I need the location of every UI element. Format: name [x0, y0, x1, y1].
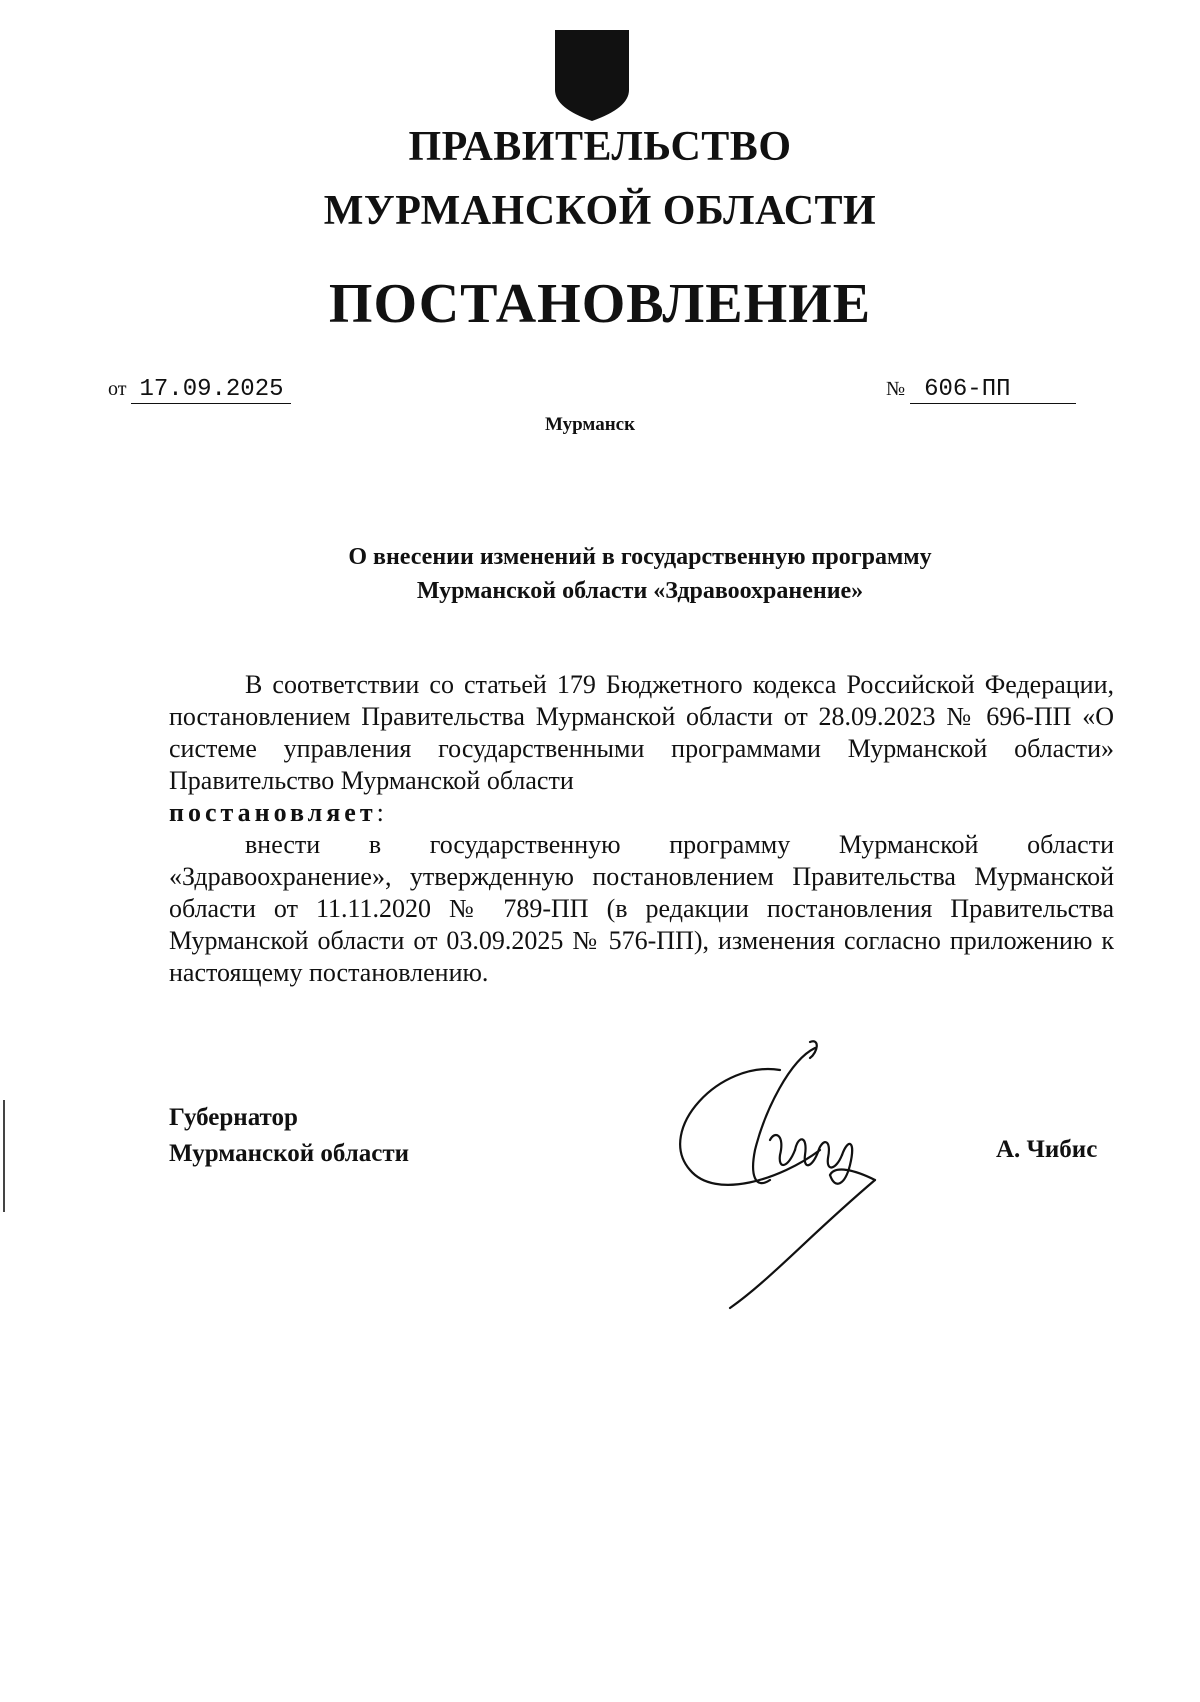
- signatory-position: [169, 1100, 409, 1172]
- organization-name-line-2: МУРМАНСКОЙ ОБЛАСТИ: [323, 188, 877, 234]
- coat-of-arms-icon: [553, 28, 631, 123]
- signatory-position-line-2: Мурманской области: [169, 1140, 410, 1167]
- signatory-position-line-1: Губернатор: [169, 1104, 298, 1131]
- date-field: [108, 376, 291, 404]
- date-prefix: от: [108, 378, 127, 400]
- decision-paragraph: внести в государственную программу Мурманской области «Здравоохранение», утвержденную постановлением Правительства Мурманской области от 11.11.2020 № 789-ПП (в редакции постановления Правительства Мурманской области от 03.09.2025 № 576-ПП), изменения согласно приложению к настоящему постановлению.: [169, 830, 1114, 987]
- number-prefix: №: [886, 378, 906, 400]
- document-body: [169, 669, 1114, 989]
- city: Мурманск: [544, 414, 636, 435]
- document-title: [0, 540, 1200, 608]
- decision-word: постановляет: [169, 798, 377, 827]
- organization-name-line-1: ПРАВИТЕЛЬСТВО: [408, 124, 792, 170]
- number-value: 606-ПП: [910, 376, 1076, 404]
- document-type: ПОСТАНОВЛЕНИЕ: [328, 273, 872, 335]
- date-value: 17.09.2025: [131, 376, 291, 404]
- decision-colon: :: [376, 798, 384, 827]
- preamble-paragraph: В соответствии со статьей 179 Бюджетного кодекса Российской Федерации, постановлением Правительства Мурманской области от 28.09.2023 № 696-ПП «О системе управления государственными программами Мурманской области» Правительство Мурманской области: [169, 670, 1114, 795]
- handwritten-signature: [660, 1040, 960, 1320]
- title-line-2: Мурманской области «Здравоохранение»: [416, 578, 864, 604]
- decision-line: [169, 797, 1114, 829]
- number-field: [886, 376, 1076, 404]
- title-line-1: О внесении изменений в государственную программу: [348, 544, 932, 570]
- signatory-name: А. Чибис: [996, 1136, 1098, 1163]
- scan-margin-line: [3, 1100, 5, 1212]
